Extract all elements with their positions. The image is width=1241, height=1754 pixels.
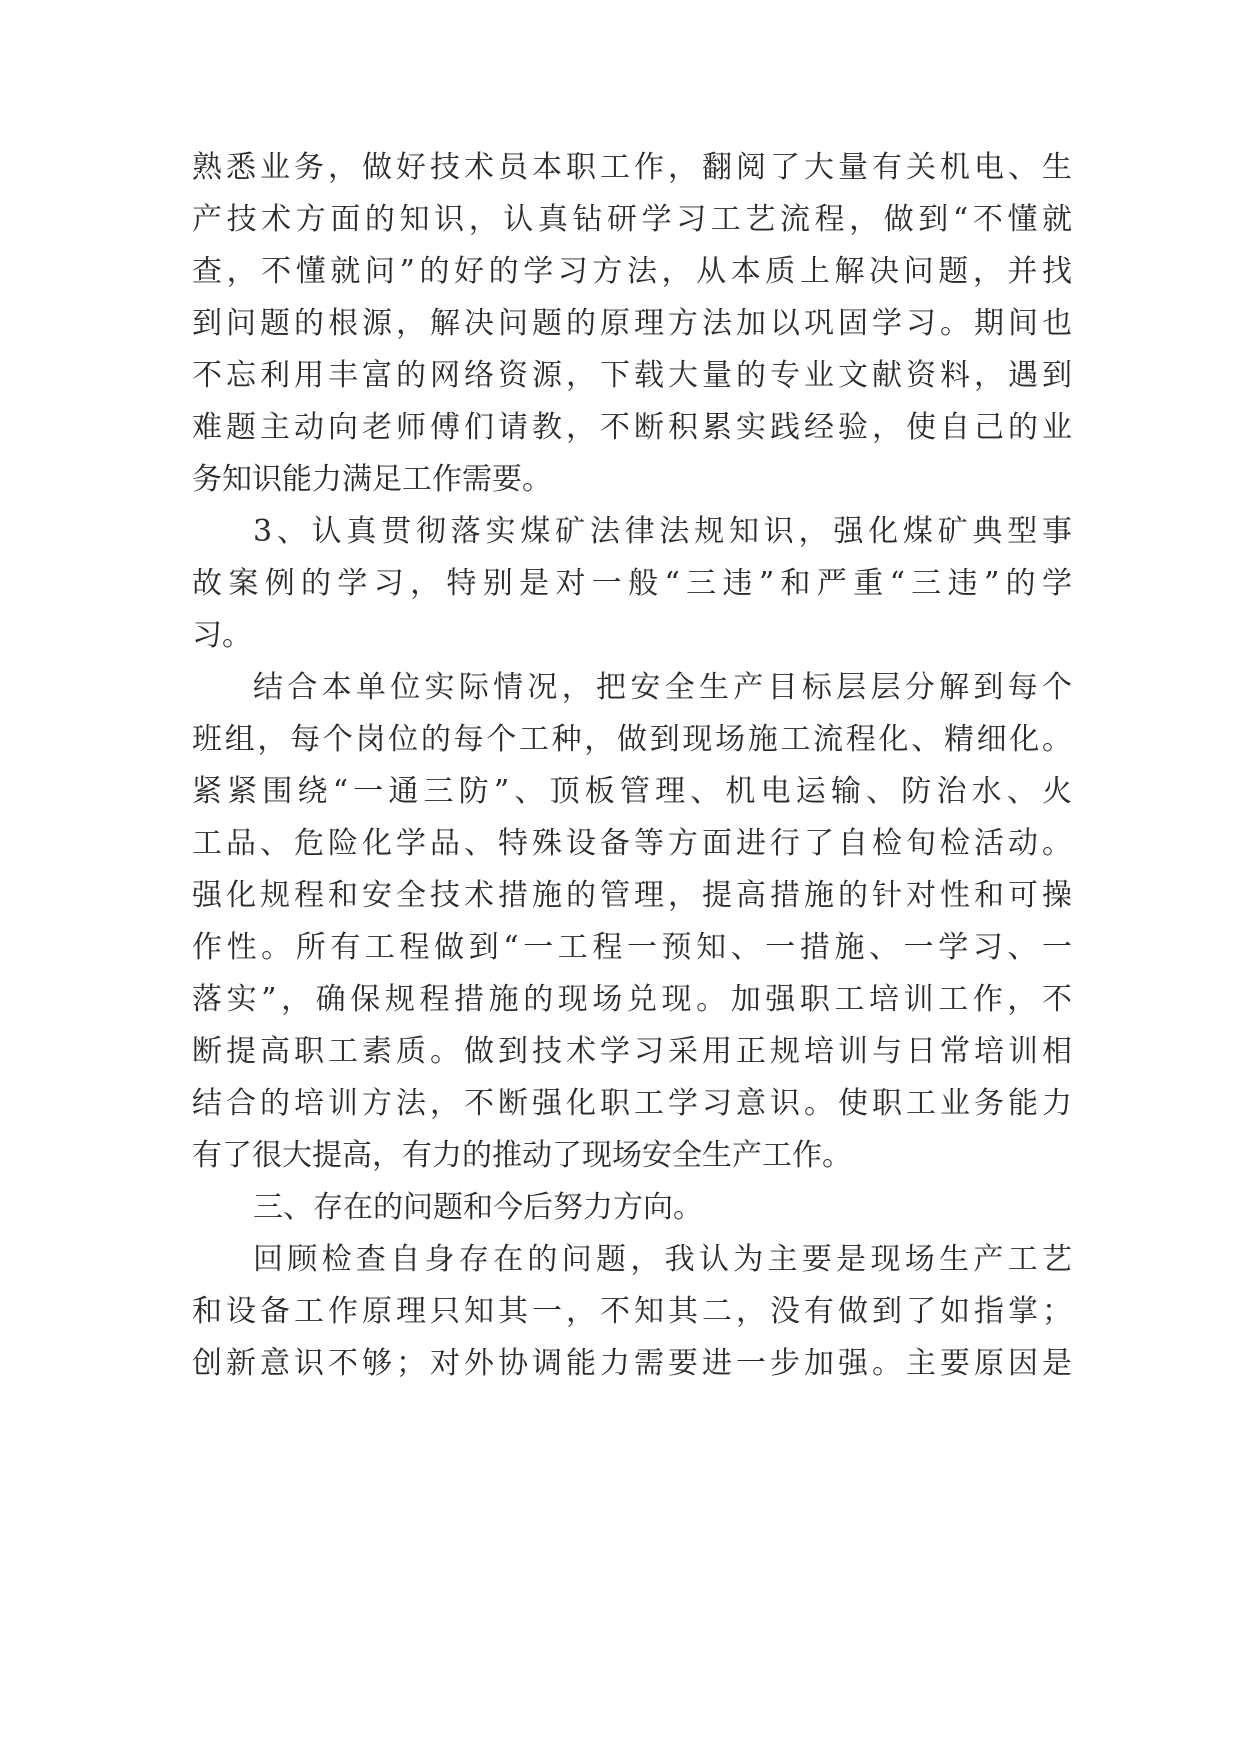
text-line: 难题主动向老师傅们请教，不断积累实践经验，使自己的业 xyxy=(192,410,1072,445)
text-line: 落实”，确保规程措施的现场兑现。加强职工培训工作，不 xyxy=(192,982,1072,1017)
text-line: 有了很大提高，有力的推动了现场安全生产工作。 xyxy=(192,1138,852,1173)
text-line: 到问题的根源，解决问题的原理方法加以巩固学习。期间也 xyxy=(192,306,1072,341)
text-line: 习。 xyxy=(192,618,252,653)
text-line: 和设备工作原理只知其一，不知其二，没有做到了如指掌； xyxy=(192,1294,1072,1329)
text-line: 工品、危险化学品、特殊设备等方面进行了自检旬检活动。 xyxy=(192,826,1072,861)
text-line: 创新意识不够；对外协调能力需要进一步加强。主要原因是 xyxy=(192,1346,1072,1381)
text-line: 查，不懂就问”的好的学习方法，从本质上解决问题，并找 xyxy=(192,254,1072,289)
section-heading: 三、存在的问题和今后努力方向。 xyxy=(253,1190,703,1225)
paragraph-heading-3: 3、认真贯彻落实煤矿法律法规知识，强化煤矿典型事 xyxy=(253,514,1072,549)
text-line: 班组，每个岗位的每个工种，做到现场施工流程化、精细化。 xyxy=(192,722,1072,757)
text-line: 熟悉业务，做好技术员本职工作，翻阅了大量有关机电、生 xyxy=(192,150,1072,185)
text-line: 产技术方面的知识，认真钻研学习工艺流程，做到“不懂就 xyxy=(192,202,1072,237)
text-line: 故案例的学习，特别是对一般“三违”和严重“三违”的学 xyxy=(192,566,1072,601)
text-line: 结合本单位实际情况，把安全生产目标层层分解到每个 xyxy=(253,670,1072,705)
text-line: 强化规程和安全技术措施的管理，提高措施的针对性和可操 xyxy=(192,878,1072,913)
text-line: 回顾检查自身存在的问题，我认为主要是现场生产工艺 xyxy=(253,1242,1072,1277)
text-line: 作性。所有工程做到“一工程一预知、一措施、一学习、一 xyxy=(192,930,1072,965)
text-line: 务知识能力满足工作需要。 xyxy=(192,462,552,497)
text-line: 结合的培训方法，不断强化职工学习意识。使职工业务能力 xyxy=(192,1086,1072,1121)
text-line: 不忘利用丰富的网络资源，下载大量的专业文献资料，遇到 xyxy=(192,358,1072,393)
text-line: 断提高职工素质。做到技术学习采用正规培训与日常培训相 xyxy=(192,1034,1072,1069)
text-line: 紧紧围绕“一通三防”、顶板管理、机电运输、防治水、火 xyxy=(192,774,1072,809)
